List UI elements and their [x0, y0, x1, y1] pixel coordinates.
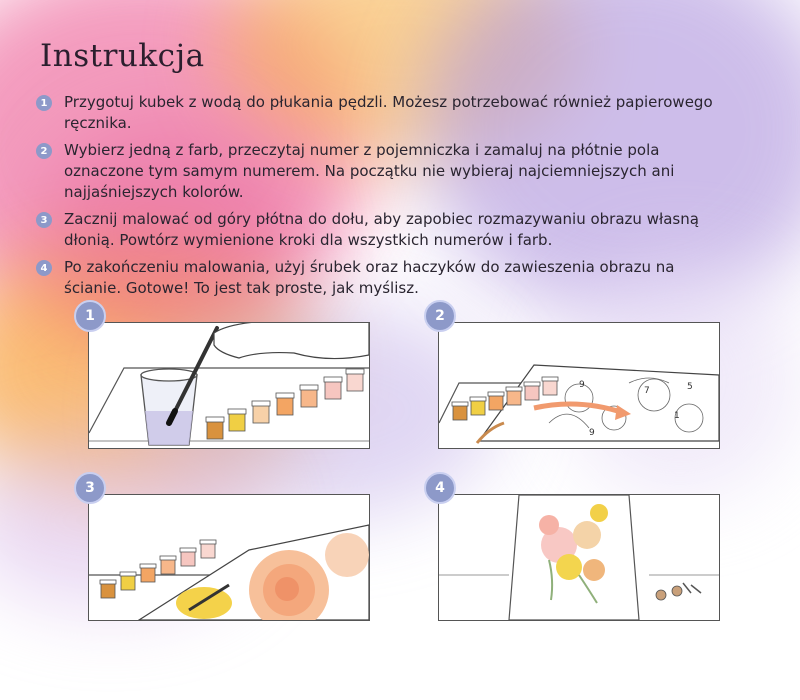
panel-badge: 3 — [74, 472, 106, 504]
svg-text:1: 1 — [674, 411, 680, 421]
illustration-panel-2 — [438, 322, 720, 449]
hanging-painting-illustration — [439, 495, 719, 620]
glass-brush-illustration — [89, 323, 369, 448]
step-number-badge: 2 — [36, 143, 52, 159]
step-number-badge: 3 — [36, 212, 52, 228]
panel-badge: 2 — [424, 300, 456, 332]
step-text: Przygotuj kubek z wodą do płukania pędzli. Możesz potrzebować również papierowego ręcznika. — [64, 93, 713, 132]
step-text: Zacznij malować od góry płótna do dołu, aby zapobiec rozmazywaniu obrazu własną dłonią. Powtórz wymienione kroki dla wszystkich numerów i farb. — [64, 210, 699, 249]
svg-text:7: 7 — [644, 386, 650, 396]
step-text: Po zakończeniu malowania, użyj śrubek oraz haczyków do zawieszenia obrazu na ścianie. Gotowe! To jest tak proste, jak myślisz. — [64, 258, 675, 297]
svg-text:9: 9 — [579, 380, 585, 390]
step-text: Wybierz jedną z farb, przeczytaj numer z pojemniczka i zamaluj na płótnie pola oznaczone tym samym numerem. Na początku nie wybieraj najciemniejszych ani najjaśniejszych kolorów. — [64, 141, 675, 201]
rose-painting-illustration — [89, 495, 369, 620]
numbered-canvas-illustration — [439, 323, 719, 448]
illustration-panel-1 — [88, 322, 370, 449]
illustration-panel-3 — [88, 494, 370, 621]
panel-badge: 4 — [424, 472, 456, 504]
illustration-panel-4 — [438, 494, 720, 621]
svg-text:5: 5 — [687, 382, 693, 392]
svg-text:9: 9 — [589, 428, 595, 438]
step-4 — [34, 257, 724, 299]
step-3 — [34, 209, 724, 251]
panel-badge: 1 — [74, 300, 106, 332]
step-1 — [34, 92, 724, 134]
step-2 — [34, 140, 724, 203]
page-title: Instrukcja — [40, 38, 205, 74]
instruction-steps — [34, 92, 724, 305]
step-number-badge: 1 — [36, 95, 52, 111]
step-number-badge: 4 — [36, 260, 52, 276]
